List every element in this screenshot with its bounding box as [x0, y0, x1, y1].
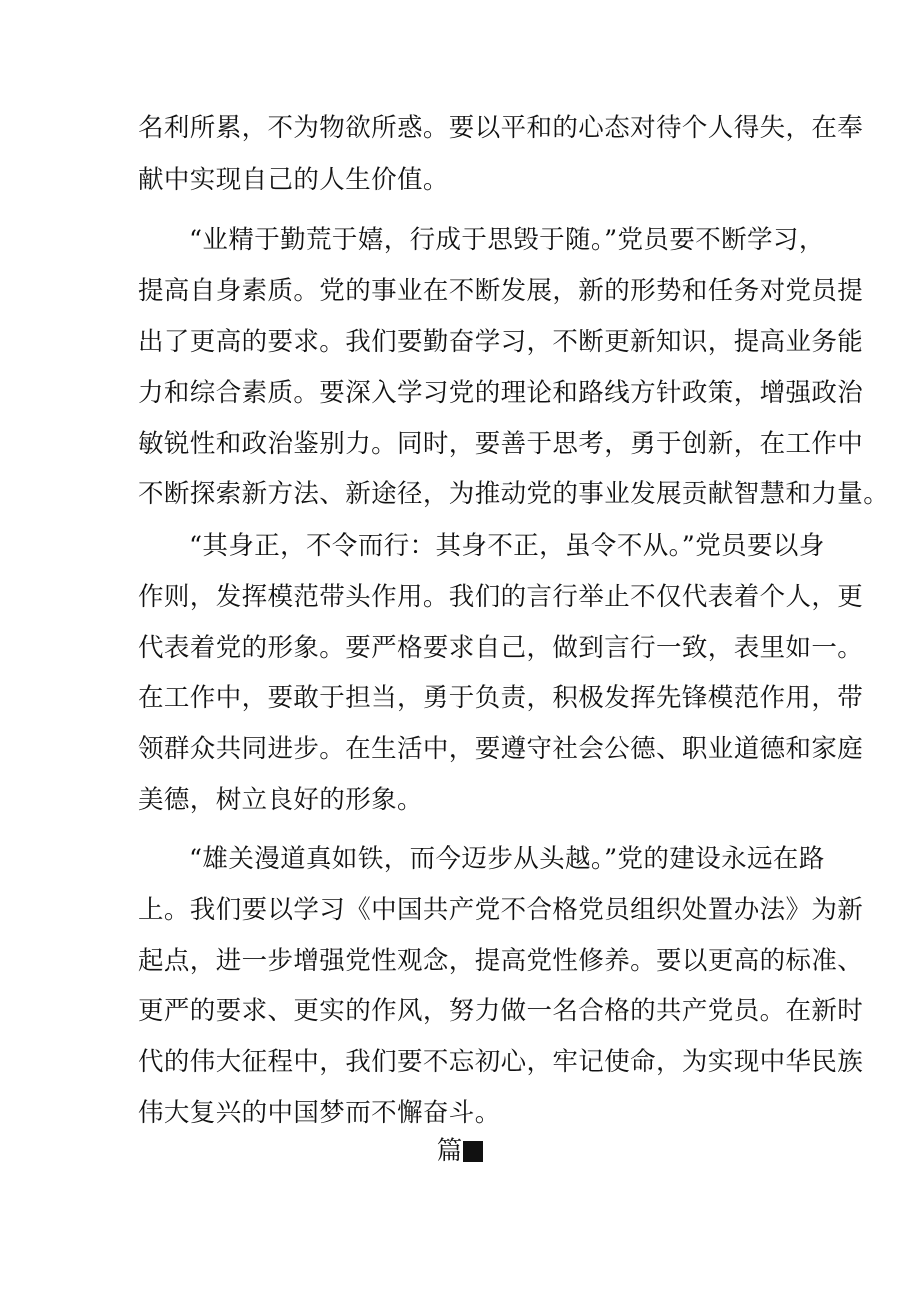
- paragraph-4-line-2: 上。我们要以学习《中国共产党不合格党员组织处置办法》为新: [138, 895, 864, 925]
- paragraph-3-line-1: “其身正，不令而行：其身不正，虽令不从。”党员要以身: [189, 531, 825, 561]
- paragraph-1-line-1: 名利所累，不为物欲所惑。要以平和的心态对待个人得失，在奉: [138, 113, 864, 143]
- paragraph-3-line-6: 美德，树立良好的形象。: [138, 785, 423, 815]
- section-heading-text: 篇: [436, 1136, 463, 1166]
- paragraph-2-line-3: 出了更高的要求。我们要勤奋学习，不断更新知识，提高业务能: [138, 327, 864, 357]
- paragraph-2-line-1: “业精于勤荒于嬉，行成于思毁于随。”党员要不断学习，: [189, 225, 825, 255]
- paragraph-4-line-5: 代的伟大征程中，我们要不忘初心，牢记使命，为实现中华民族: [138, 1047, 864, 1077]
- paragraph-3-line-5: 领群众共同进步。在生活中，要遵守社会公德、职业道德和家庭: [138, 734, 864, 764]
- paragraph-4-line-4: 更严的要求、更实的作风，努力做一名合格的共产党员。在新时: [138, 996, 864, 1026]
- paragraph-2-line-5: 敏锐性和政治鉴别力。同时，要善于思考，勇于创新，在工作中: [138, 429, 864, 459]
- paragraph-3-line-3: 代表着党的形象。要严格要求自己，做到言行一致，表里如一。: [138, 633, 864, 663]
- redaction-block: [463, 1141, 483, 1162]
- paragraph-2-line-2: 提高自身素质。党的事业在不断发展，新的形势和任务对党员提: [138, 276, 864, 306]
- paragraph-3-line-4: 在工作中，要敢于担当，勇于负责，积极发挥先锋模范作用，带: [138, 683, 864, 713]
- paragraph-4-line-3: 起点，进一步增强党性观念，提高党性修养。要以更高的标准、: [138, 946, 864, 976]
- paragraph-2-line-6: 不断探索新方法、新途径，为推动党的事业发展贡献智慧和力量。: [138, 479, 890, 509]
- paragraph-3-line-2: 作则，发挥模范带头作用。我们的言行举止不仅代表着个人，更: [138, 582, 864, 612]
- paragraph-1-line-2: 献中实现自己的人生价值。: [138, 165, 449, 195]
- paragraph-4-line-6: 伟大复兴的中国梦而不懈奋斗。: [138, 1098, 501, 1128]
- section-heading: [0, 1134, 920, 1168]
- paragraph-2-line-4: 力和综合素质。要深入学习党的理论和路线方针政策，增强政治: [138, 378, 864, 408]
- paragraph-4-line-1: “雄关漫道真如铁，而今迈步从头越。”党的建设永远在路: [189, 844, 825, 874]
